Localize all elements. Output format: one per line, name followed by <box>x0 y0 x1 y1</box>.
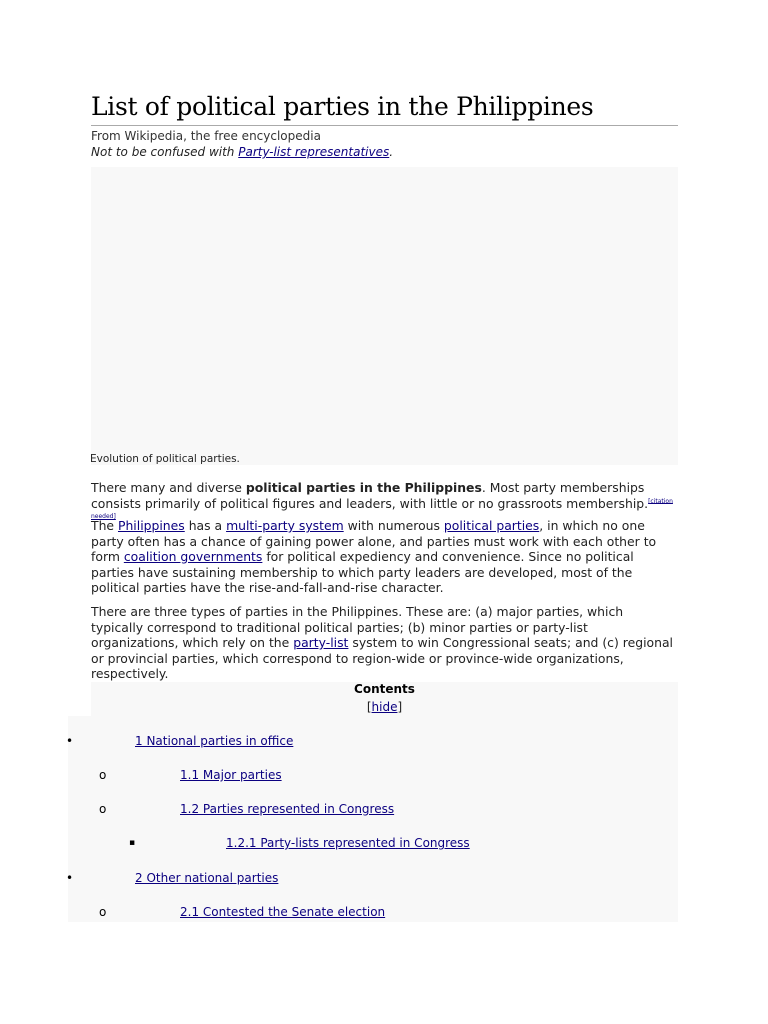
toc-title: Contents <box>354 682 415 696</box>
toc-bullet-1-1: o <box>99 768 107 782</box>
p2-text-b: has a <box>184 518 227 533</box>
hatnote-suffix: . <box>389 145 394 159</box>
p3-text-b: system to win Congressional seats; and (c) regional or provincial parties, which correspond to region-wide or province-wide organizations, respectively. <box>91 635 673 681</box>
toc-hide-bracket-close: ] <box>397 700 403 714</box>
hatnote-prefix: Not to be confused with <box>91 145 239 159</box>
link-multi-party-system[interactable]: multi-party system <box>226 518 344 533</box>
p2-text-e: for political expediency and convenience. Since no political parties have sustaining membership to which party leaders are developed, most of the political parties have the rise-and-fall-and-rise character. <box>91 549 634 595</box>
paragraph-party-types <box>91 604 678 682</box>
link-political-parties[interactable]: political parties <box>443 518 540 533</box>
p2-text-a: The <box>91 518 118 533</box>
toc-item-2-1-contested-the-senate-election[interactable]: 2.1 Contested the Senate election <box>180 905 386 919</box>
figure-caption: Evolution of political parties. <box>90 453 240 465</box>
paragraph-multi-party <box>91 518 678 596</box>
toc-item-1-2-1-party-lists-represented-in-congress[interactable]: 1.2.1 Party-lists represented in Congress <box>226 836 470 850</box>
page-title: List of political parties in the Philippines <box>91 92 594 121</box>
toc-hide-toggle <box>91 700 678 714</box>
figure-image-placeholder <box>91 167 678 465</box>
p1-bold-term: political parties in the Philippines <box>245 480 482 495</box>
toc-item-1-2-parties-represented-in-congress[interactable]: 1.2 Parties represented in Congress <box>180 802 395 816</box>
toc-hide-bracket-open: [ <box>366 700 372 714</box>
toc-bullet-1-2: o <box>99 802 107 816</box>
link-party-list[interactable]: party-list <box>293 635 349 650</box>
site-tagline: From Wikipedia, the free encyclopedia <box>91 129 321 143</box>
toc-item-1-1-major-parties[interactable]: 1.1 Major parties <box>180 768 282 782</box>
p1-text-a: There many and diverse <box>91 480 246 495</box>
toc-bullet-2: • <box>66 871 74 885</box>
p1-text-b: . Most party memberships consists primarily of political figures and leaders, with little or no grassroots membership. <box>91 480 649 511</box>
citation-needed-link[interactable]: [citation needed] <box>91 497 673 520</box>
toc-hide-link[interactable]: hide <box>371 700 398 714</box>
toc-bullet-1: • <box>66 734 74 748</box>
toc-item-2-other-national-parties[interactable]: 2 Other national parties <box>135 871 279 885</box>
toc-item-1-national-parties-in-office[interactable]: 1 National parties in office <box>135 734 294 748</box>
title-divider <box>91 125 678 126</box>
p3-text-a: There are three types of parties in the Philippines. These are: (a) major parties, which typically correspond to traditional political parties; (b) minor parties or party-list organizations, which rely on the <box>91 604 624 650</box>
hatnote-link-party-list-representatives[interactable]: Party-list representatives <box>238 145 390 159</box>
toc-bullet-1-2-1: ▪ <box>129 838 136 848</box>
hatnote <box>91 145 393 159</box>
toc-bullet-2-1: o <box>99 905 107 919</box>
p2-text-c: with numerous <box>343 518 444 533</box>
p2-text-d: , in which no one party often has a chance of gaining power alone, and parties must work with each other to form <box>91 518 657 564</box>
link-coalition-governments[interactable]: coalition governments <box>123 549 263 564</box>
link-philippines[interactable]: Philippines <box>117 518 185 533</box>
